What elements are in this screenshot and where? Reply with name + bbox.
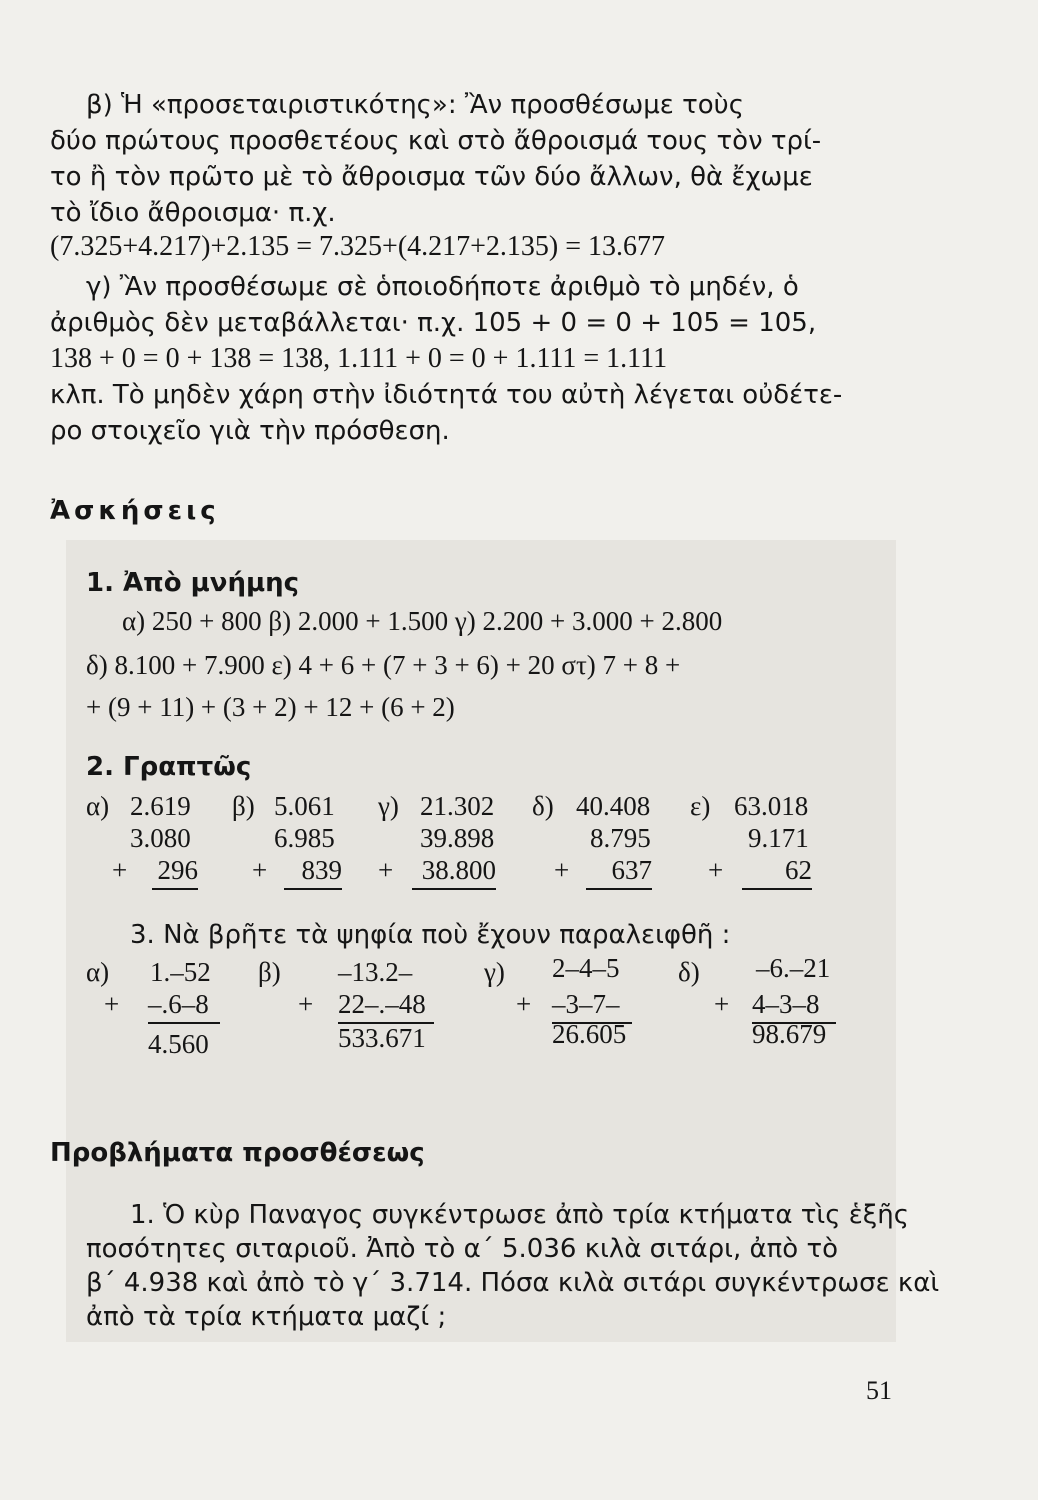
- col-a-plus: +: [112, 855, 128, 885]
- col-d-label: δ): [532, 791, 554, 821]
- col-a-label: α): [86, 791, 110, 821]
- intro-line-4: τὸ ἴδιο ἄθροισμα· π.χ.: [50, 198, 336, 228]
- col-b-plus: +: [252, 855, 268, 885]
- s3-d-n2: 4–3–8: [752, 988, 836, 1024]
- intro-line-3: το ἢ τὸν πρῶτο μὲ τὸ ἄθροισμα τῶν δύο ἄλλων, θὰ ἔχωμε: [50, 162, 813, 192]
- problem-1-line-1: 1. Ὁ κὺρ Παναγος συγκέντρωσε ἀπὸ τρία κτήματα τὶς ἑξῆς: [130, 1200, 910, 1230]
- s3-d-plus: +: [714, 989, 730, 1019]
- s3-b-sum: 533.671: [338, 1023, 426, 1053]
- section-1-row-1: α) 250 + 800 β) 2.000 + 1.500 γ) 2.200 + 3.000 + 2.800: [122, 606, 723, 636]
- intro-line-9: κλπ. Τὸ μηδὲν χάρη στὴν ἰδιότητά του αὐτὴ λέγεται οὐδέτε-: [50, 380, 843, 410]
- s3-b-n2: 22–.–48: [338, 988, 434, 1024]
- col-d-n1: 40.408: [576, 791, 651, 821]
- s3-a-sum: 4.560: [148, 1029, 209, 1059]
- col-d-n3: 637: [586, 854, 652, 890]
- s3-c-label: γ): [484, 957, 505, 987]
- intro-line-8: 138 + 0 = 0 + 138 = 138, 1.111 + 0 = 0 + 1.111 = 1.111: [50, 343, 668, 374]
- col-e-n2: 9.171: [748, 823, 809, 853]
- s3-b-n1: –13.2–: [338, 957, 413, 987]
- s3-d-label: δ): [678, 957, 700, 987]
- col-e-n3: 62: [742, 854, 812, 890]
- col-c-n2: 39.898: [420, 823, 495, 853]
- section-1-title: 1. Ἀπὸ μνήμης: [86, 568, 300, 598]
- s3-a-n1: 1.–52: [150, 957, 211, 987]
- col-d-plus: +: [554, 855, 570, 885]
- col-c-n1: 21.302: [420, 791, 495, 821]
- problem-1-line-3: β΄ 4.938 καὶ ἀπὸ τὸ γ΄ 3.714. Πόσα κιλὰ σιτάρι συγκέντρωσε καὶ: [86, 1268, 940, 1298]
- intro-line-2: δύο πρώτους προσθετέους καὶ στὸ ἄθροισμά τους τὸν τρί-: [50, 126, 822, 156]
- col-c-n3: 38.800: [412, 854, 496, 890]
- problem-1-line-4: ἀπὸ τὰ τρία κτήματα μαζί ;: [86, 1302, 447, 1332]
- page-number: 51: [866, 1376, 892, 1405]
- col-b-n1: 5.061: [274, 791, 335, 821]
- s3-a-n2: –.6–8: [148, 988, 220, 1024]
- intro-line-1: β) Ἡ «προσεταιριστικότης»: Ἂν προσθέσωμε τοὺς: [86, 90, 744, 120]
- col-c-label: γ): [378, 791, 399, 821]
- section-3-title: 3. Νὰ βρῆτε τὰ ψηφία ποὺ ἔχουν παραλειφθῆ :: [130, 920, 731, 950]
- s3-d-sum: 98.679: [752, 1019, 827, 1049]
- problem-1-line-2: ποσότητες σιταριοῦ. Ἀπὸ τὸ α΄ 5.036 κιλὰ σιτάρι, ἀπὸ τὸ: [86, 1234, 839, 1264]
- s3-c-n1: 2–4–5: [552, 953, 620, 983]
- section-1-row-3: + (9 + 11) + (3 + 2) + 12 + (6 + 2): [86, 692, 455, 722]
- col-c-plus: +: [378, 855, 394, 885]
- col-e-plus: +: [708, 855, 724, 885]
- col-a-n3: 296: [152, 854, 198, 890]
- problems-title: Προβλήματα προσθέσεως: [50, 1138, 425, 1168]
- col-e-label: ε): [690, 791, 711, 821]
- s3-a-plus: +: [104, 989, 120, 1019]
- s3-b-plus: +: [298, 989, 314, 1019]
- s3-c-n2: –3–7–: [552, 988, 632, 1024]
- s3-c-plus: +: [516, 989, 532, 1019]
- s3-d-n1: –6.–21: [756, 953, 831, 983]
- col-b-n3: 839: [284, 854, 342, 890]
- col-e-n1: 63.018: [734, 791, 809, 821]
- intro-line-10: ρο στοιχεῖο γιὰ τὴν πρόσθεση.: [50, 416, 450, 446]
- intro-line-5: (7.325+4.217)+2.135 = 7.325+(4.217+2.135) = 13.677: [50, 231, 666, 262]
- col-b-label: β): [232, 791, 255, 821]
- s3-c-sum: 26.605: [552, 1019, 627, 1049]
- section-1-row-2: δ) 8.100 + 7.900 ε) 4 + 6 + (7 + 3 + 6) + 20 στ) 7 + 8 +: [86, 650, 681, 680]
- col-d-n2: 8.795: [590, 823, 651, 853]
- intro-line-7: ἀριθμὸς δὲν μεταβάλλεται· π.χ. 105 + 0 = 0 + 105 = 105,: [50, 308, 817, 338]
- exercises-title: Ἀσκήσεις: [50, 496, 220, 526]
- section-2-title: 2. Γραπτῶς: [86, 752, 252, 782]
- col-a-n1: 2.619: [130, 791, 191, 821]
- s3-b-label: β): [258, 957, 281, 987]
- col-b-n2: 6.985: [274, 823, 335, 853]
- col-a-n2: 3.080: [130, 823, 191, 853]
- intro-line-6: γ) Ἂν προσθέσωμε σὲ ὁποιοδήποτε ἀριθμὸ τὸ μηδέν, ὁ: [86, 272, 799, 302]
- s3-a-label: α): [86, 957, 110, 987]
